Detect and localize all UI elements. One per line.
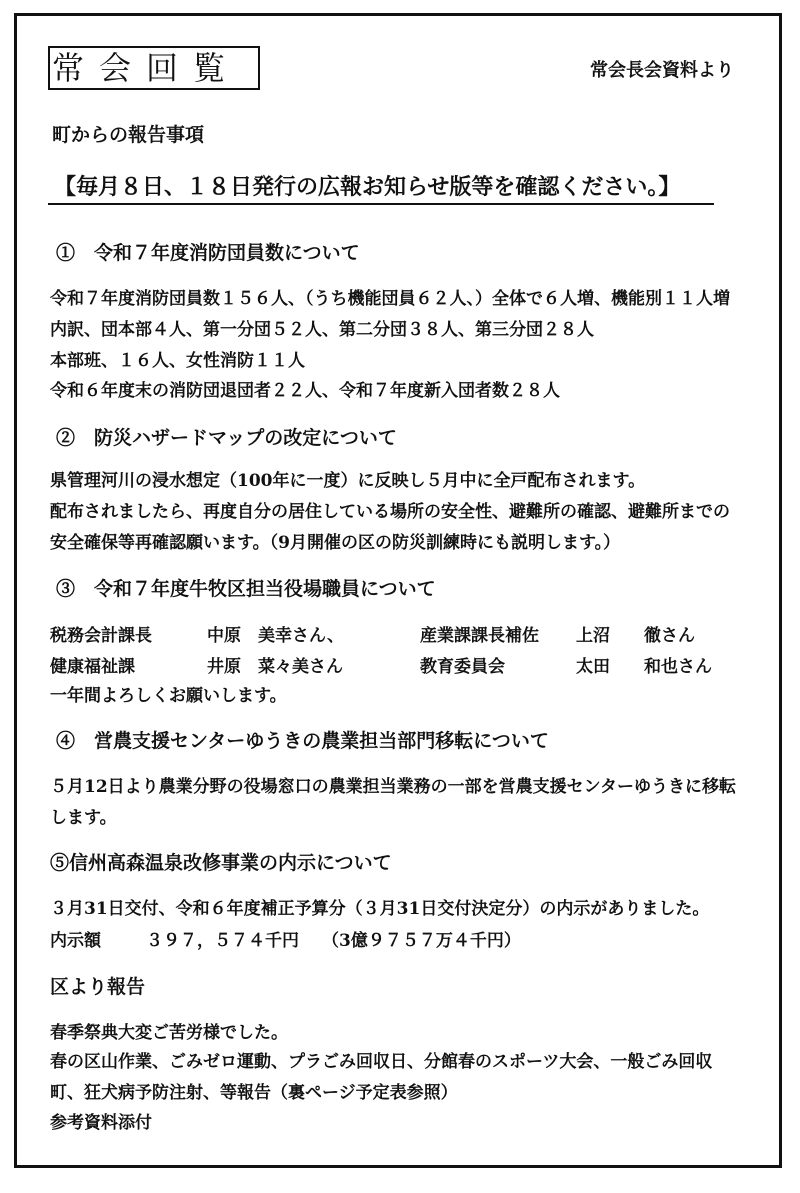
- section-4-line: します。: [50, 808, 117, 828]
- section-2-line: 安全確保等再確認願います。（9月開催の区の防災訓練時にも説明します。）: [50, 533, 621, 553]
- amount-value: ３９７，５７４千円: [146, 931, 299, 951]
- section-4-heading: ④ 営農支援センターゆうきの農業担当部門移転について: [56, 730, 549, 752]
- document-title: 常会回覧: [52, 49, 241, 87]
- district-report-heading: 区より報告: [50, 976, 146, 998]
- section-5-line: ３月31日交付、令和６年度補正予算分（３月31日交付決定分）の内示がありました。: [50, 899, 710, 919]
- notice-banner: 【毎月８日、１８日発行の広報お知らせ版等を確認ください。】: [54, 174, 681, 200]
- staff-name: 井原 菜々美さん: [207, 657, 343, 677]
- section-2-heading: ② 防災ハザードマップの改定について: [56, 427, 397, 449]
- amount-label: 内示額: [50, 931, 101, 951]
- staff-name: 太田 和也さん: [576, 657, 712, 677]
- staff-dept: 産業課課長補佐: [420, 626, 539, 646]
- staff-dept: 健康福祉課: [50, 657, 135, 677]
- notice-underline: [48, 203, 714, 205]
- district-report-line: 春季祭典大変ご苦労様でした。: [50, 1023, 288, 1043]
- town-report-heading: 町からの報告事項: [52, 124, 205, 146]
- section-1-line: 内訳、団本部４人、第一分団５２人、第二分団３８人、第三分団２８人: [50, 320, 594, 340]
- district-report-line: 春の区山作業、ごみゼロ運動、プラごみ回収日、分館春のスポーツ大会、一般ごみ回収: [50, 1052, 713, 1072]
- section-2-line: 県管理河川の浸水想定（100年に一度）に反映し５月中に全戸配布されます。: [50, 471, 646, 491]
- district-report-line: 参考資料添付: [50, 1113, 152, 1133]
- staff-dept: 教育委員会: [420, 657, 505, 677]
- source-note: 常会長会資料より: [590, 60, 734, 81]
- section-1-line: 本部班、１６人、女性消防１１人: [50, 351, 305, 371]
- section-4-line: ５月12日より農業分野の役場窓口の農業担当業務の一部を営農支援センターゆうきに移転: [50, 777, 736, 797]
- section-3-closing: 一年間よろしくお願いします。: [50, 686, 287, 706]
- section-5-heading: ⑤信州高森温泉改修事業の内示について: [50, 852, 392, 874]
- section-2-line: 配布されましたら、再度自分の居住している場所の安全性、避難所の確認、避難所までの: [50, 502, 730, 522]
- section-1-heading: ① 令和７年度消防団員数について: [56, 242, 360, 264]
- amount-note: （3億９７５７万４千円）: [322, 931, 521, 951]
- staff-name: 上沼 徹さん: [576, 626, 695, 646]
- staff-dept: 税務会計課長: [50, 626, 152, 646]
- section-1-line: 令和６年度末の消防団退団者２２人、令和７年度新入団者数２８人: [50, 381, 560, 401]
- district-report-line: 町、狂犬病予防注射、等報告（裏ページ予定表参照）: [50, 1083, 458, 1103]
- section-3-heading: ③ 令和７年度牛牧区担当役場職員について: [56, 578, 436, 600]
- staff-name: 中原 美幸さん、: [207, 626, 345, 646]
- section-1-line: 令和７年度消防団員数１５６人、（うち機能団員６２人、）全体で６人増、機能別１１人増: [50, 289, 730, 309]
